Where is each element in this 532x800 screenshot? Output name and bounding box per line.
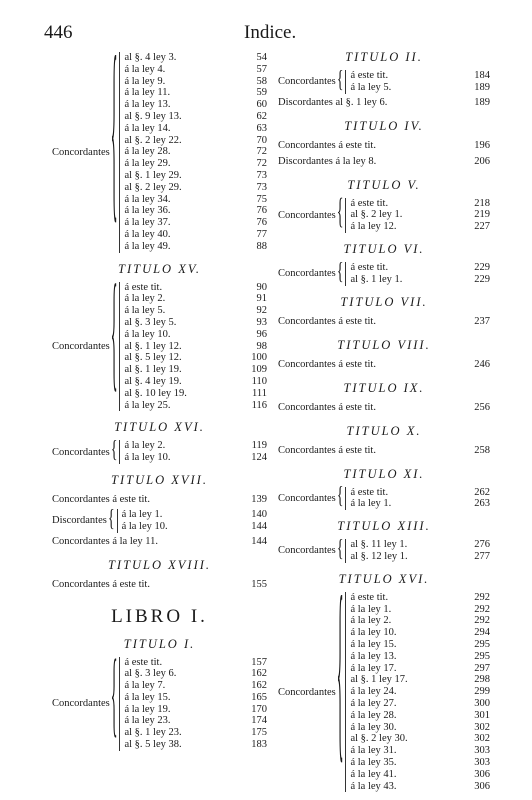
entry-reference: á este tit. — [124, 281, 163, 293]
group-entry — [350, 651, 490, 663]
group-entries — [119, 282, 267, 412]
group-entry — [124, 704, 267, 716]
group-entry — [350, 663, 490, 675]
group-entries — [345, 487, 490, 511]
group-entry — [122, 521, 267, 533]
group-entries — [119, 52, 267, 253]
group-entry — [124, 135, 267, 147]
group-entry — [124, 364, 267, 376]
entry-reference: al §. 5 ley 12. — [124, 352, 182, 364]
group-entry — [124, 241, 267, 253]
page-reference: 237 — [474, 316, 490, 328]
group-entry — [350, 198, 490, 210]
page-reference: 262 — [474, 486, 490, 498]
entry-reference: á la ley 11. — [124, 87, 171, 99]
group-entry — [124, 317, 267, 329]
group-entry — [350, 639, 490, 651]
section-title: TITULO VII. — [340, 294, 428, 309]
entry-reference: al §. 2 ley 30. — [350, 733, 408, 745]
index-line — [278, 155, 490, 169]
page-reference: 246 — [474, 359, 490, 371]
page-reference: 73 — [256, 181, 267, 193]
page-reference: 54 — [256, 52, 267, 63]
brace-icon: { — [336, 68, 344, 94]
index-group — [278, 484, 490, 511]
group-entry — [350, 757, 490, 769]
group-entry — [350, 733, 490, 745]
group-entry — [124, 376, 267, 388]
index-column-left — [52, 36, 267, 753]
brace-icon: { — [107, 507, 115, 533]
page-reference: 111 — [252, 387, 267, 399]
page-reference: 76 — [256, 205, 267, 217]
page-reference: 96 — [256, 328, 267, 340]
entry-reference: á la ley 10. — [124, 452, 171, 464]
entry-reference: al §. 3 ley 6. — [124, 668, 177, 680]
group-entry — [124, 205, 267, 217]
group-entry — [350, 82, 490, 94]
group-entry — [124, 146, 267, 158]
index-group — [278, 539, 490, 563]
entry-reference: al §. 1 ley 19. — [124, 364, 182, 376]
group-label: Concordantes — [278, 545, 336, 557]
entry-reference: á la ley 2. — [124, 293, 166, 305]
section-title: TITULO VI. — [343, 241, 425, 256]
entry-reference: á la ley 13. — [124, 99, 171, 111]
section-title: TITULO II. — [345, 50, 423, 64]
section-title: TITULO X. — [346, 423, 422, 438]
page-reference: 100 — [251, 352, 267, 364]
group-label: Concordantes — [278, 268, 336, 280]
group-entry — [350, 722, 490, 734]
group-entries — [119, 657, 267, 751]
group-entries — [345, 592, 490, 793]
group-entry — [124, 64, 267, 76]
entry-reference: á la ley 28. — [350, 709, 397, 721]
page-reference: 229 — [474, 273, 490, 285]
group-entry — [350, 627, 490, 639]
index-column-right — [278, 50, 490, 794]
index-group — [52, 271, 267, 412]
index-group — [52, 509, 267, 533]
entry-reference: á la ley 4. — [124, 63, 166, 75]
page-reference: 218 — [474, 197, 490, 209]
page-reference: 57 — [256, 63, 267, 75]
brace-icon: { — [110, 649, 118, 752]
index-line — [278, 401, 490, 415]
index-line-text: Concordantes á este tit. — [278, 359, 376, 371]
page-reference: 165 — [251, 691, 267, 703]
page-reference: 124 — [251, 452, 267, 464]
index-line-text: Discordantes al §. 1 ley 6. — [278, 97, 388, 109]
group-entry — [350, 769, 490, 781]
entry-reference: á la ley 19. — [124, 703, 171, 715]
section-title: TITULO XV. — [118, 261, 201, 276]
section-title: TITULO IX. — [343, 380, 425, 395]
index-line-text: Concordantes á este tit. — [278, 140, 376, 152]
page-reference: 70 — [256, 134, 267, 146]
group-entry — [350, 262, 490, 274]
page-reference: 303 — [474, 745, 490, 757]
page-reference: 219 — [474, 209, 490, 221]
page-reference: 306 — [474, 768, 490, 780]
entry-reference: á este tit. — [350, 197, 389, 209]
entry-reference: al §. 12 ley 1. — [350, 550, 408, 562]
page-reference: 119 — [251, 440, 267, 452]
index-line-text: Concordantes á la ley 11. — [52, 536, 159, 547]
index-group — [278, 262, 490, 286]
index-line-text: Concordantes á este tit. — [52, 494, 150, 506]
group-entry — [124, 388, 267, 400]
page-reference: 144 — [251, 536, 267, 547]
page-reference: 91 — [256, 293, 267, 305]
section-title: TITULO XVI. — [114, 420, 205, 435]
page-reference: 59 — [256, 87, 267, 99]
group-label: Concordantes — [52, 698, 110, 710]
group-entry — [350, 592, 490, 604]
entry-reference: al §. 1 ley 12. — [124, 340, 182, 352]
entry-reference: á la ley 2. — [124, 440, 166, 452]
group-entry — [350, 70, 490, 82]
group-entry — [124, 229, 267, 241]
page-reference: 295 — [474, 650, 490, 662]
page-reference: 140 — [251, 508, 267, 520]
group-entry — [124, 111, 267, 123]
group-entries — [345, 70, 490, 94]
brace-icon: { — [110, 36, 118, 254]
page-reference: 301 — [474, 709, 490, 721]
group-entry — [350, 781, 490, 793]
group-entry — [350, 745, 490, 757]
group-entry — [124, 692, 267, 704]
group-entry — [350, 698, 490, 710]
group-entry — [350, 274, 490, 286]
page-reference: 302 — [474, 721, 490, 733]
entry-reference: á la ley 1. — [350, 603, 392, 615]
group-entry — [124, 123, 267, 135]
page-reference: 98 — [256, 340, 267, 352]
section-title: TITULO XVII. — [111, 472, 208, 487]
book-heading: LIBRO I. — [111, 605, 208, 627]
group-entry — [350, 674, 490, 686]
entry-reference: á la ley 29. — [124, 158, 171, 170]
index-group — [278, 194, 490, 234]
index-line-text: Concordantes á este tit. — [278, 402, 376, 414]
group-entry — [124, 76, 267, 88]
page-reference: 63 — [256, 122, 267, 134]
group-entries — [345, 198, 490, 233]
group-entry — [124, 329, 267, 341]
entry-reference: al §. 9 ley 13. — [124, 110, 182, 122]
entry-reference: al §. 2 ley 22. — [124, 134, 182, 146]
group-label: Concordantes — [52, 340, 110, 352]
group-entry — [124, 452, 267, 464]
group-label: Concordantes — [278, 686, 336, 698]
entry-reference: al §. 10 ley 19. — [124, 387, 187, 399]
page-reference: 184 — [474, 70, 490, 81]
brace-icon: { — [336, 537, 344, 563]
group-entry — [124, 217, 267, 229]
page-reference: 277 — [474, 550, 490, 562]
group-entry — [124, 170, 267, 182]
group-entry — [124, 305, 267, 317]
entry-reference: al §. 11 ley 1. — [350, 539, 408, 551]
group-label: Concordantes — [278, 209, 336, 221]
entry-reference: al §. 4 ley 3. — [124, 52, 177, 63]
page-reference: 189 — [474, 81, 490, 93]
group-entry — [124, 158, 267, 170]
page-reference: 229 — [474, 261, 490, 273]
entry-reference: á la ley 40. — [124, 228, 171, 240]
entry-reference: á la ley 5. — [124, 305, 166, 317]
group-entry — [124, 99, 267, 111]
entry-reference: á la ley 15. — [350, 638, 397, 650]
entry-reference: á la ley 36. — [124, 205, 171, 217]
group-entry — [124, 182, 267, 194]
group-label: Discordantes — [52, 515, 107, 527]
group-entry — [350, 686, 490, 698]
group-entry — [350, 539, 490, 551]
entry-reference: á la ley 31. — [350, 745, 397, 757]
index-line-text: Discordantes á la ley 8. — [278, 156, 377, 168]
group-entry — [124, 293, 267, 305]
index-group — [278, 70, 490, 94]
group-label: Concordantes — [278, 76, 336, 88]
page-reference: 302 — [474, 733, 490, 745]
page-reference: 72 — [256, 158, 267, 170]
page-reference: 295 — [474, 638, 490, 650]
page-reference: 299 — [474, 686, 490, 698]
entry-reference: á la ley 1. — [121, 508, 163, 520]
entry-reference: á la ley 1. — [350, 498, 392, 510]
page-reference: 206 — [474, 156, 490, 168]
page-reference: 306 — [474, 780, 490, 792]
brace-icon: { — [336, 576, 344, 794]
entry-reference: á la ley 2. — [350, 615, 392, 627]
entry-reference: al §. 2 ley 29. — [124, 181, 182, 193]
section-title: TITULO XVIII. — [107, 557, 212, 572]
index-line — [52, 535, 267, 549]
entry-reference: al §. 1 ley 1. — [350, 273, 403, 285]
page-reference: 189 — [474, 97, 490, 109]
entry-reference: á la ley 13. — [350, 650, 397, 662]
entry-reference: á la ley 30. — [350, 721, 397, 733]
running-title: Indice. — [244, 22, 297, 43]
group-entry — [124, 440, 267, 452]
page-reference: 93 — [256, 316, 267, 328]
brace-icon: { — [110, 438, 118, 465]
group-entries — [119, 440, 267, 464]
page-reference: 227 — [474, 221, 490, 233]
section-title: TITULO IV. — [344, 118, 424, 133]
page-reference: 292 — [474, 591, 490, 603]
page-reference: 75 — [256, 193, 267, 205]
page-reference: 62 — [256, 110, 267, 122]
entry-reference: á la ley 49. — [124, 240, 171, 252]
page-reference: 294 — [474, 627, 490, 639]
page-reference: 155 — [251, 579, 267, 590]
group-label: Concordantes — [278, 492, 336, 504]
page-reference: 196 — [474, 140, 490, 152]
group-entry — [124, 715, 267, 727]
page-reference: 303 — [474, 756, 490, 768]
entry-reference: al §. 5 ley 38. — [124, 739, 182, 751]
group-entry — [122, 509, 267, 521]
entry-reference: á la ley 23. — [124, 715, 171, 727]
entry-reference: á la ley 37. — [124, 217, 171, 229]
entry-reference: á la ley 10. — [121, 520, 168, 532]
group-entry — [124, 657, 267, 669]
entry-reference: al §. 3 ley 5. — [124, 316, 177, 328]
group-entry — [124, 668, 267, 680]
group-entry — [124, 680, 267, 692]
group-entry — [350, 487, 490, 499]
entry-reference: á la ley 28. — [124, 146, 171, 158]
section-title: TITULO VIII. — [337, 337, 431, 352]
page-reference: 144 — [251, 520, 267, 532]
page-reference: 77 — [256, 228, 267, 240]
index-line-text: Concordantes á este tit. — [52, 579, 150, 590]
entry-reference: á la ley 10. — [124, 328, 171, 340]
page-reference: 162 — [251, 668, 267, 680]
page-reference: 292 — [474, 603, 490, 615]
entry-reference: á la ley 15. — [124, 691, 171, 703]
entry-reference: á este tit. — [350, 261, 389, 273]
group-entry — [124, 739, 267, 751]
index-line-text: Concordantes á este tit. — [278, 316, 376, 328]
entry-reference: á este tit. — [350, 591, 389, 603]
section-title: TITULO XVI. — [338, 571, 430, 586]
entry-reference: á la ley 7. — [124, 680, 166, 692]
brace-icon: { — [110, 271, 118, 412]
entry-reference: á este tit. — [350, 70, 389, 81]
entry-reference: á este tit. — [124, 656, 163, 668]
index-line — [278, 139, 490, 153]
group-entry — [350, 498, 490, 510]
section-title: TITULO V. — [347, 177, 421, 192]
index-group — [52, 649, 267, 752]
index-line — [278, 315, 490, 329]
index-line — [52, 578, 267, 592]
page-reference: 175 — [251, 727, 267, 739]
page-reference: 73 — [256, 169, 267, 181]
page-reference: 76 — [256, 217, 267, 229]
page-reference: 92 — [256, 305, 267, 317]
entry-reference: á la ley 27. — [350, 697, 397, 709]
entry-reference: á la ley 12. — [350, 221, 397, 233]
group-entry — [124, 341, 267, 353]
entry-reference: á la ley 41. — [350, 768, 397, 780]
index-group — [52, 440, 267, 464]
group-entries — [117, 509, 267, 533]
group-entry — [124, 400, 267, 412]
brace-icon: { — [336, 260, 344, 286]
index-line-text: Concordantes á este tit. — [278, 445, 376, 457]
page-reference: 116 — [251, 399, 267, 411]
page-reference: 139 — [251, 494, 267, 506]
page-reference: 258 — [474, 445, 490, 457]
page-reference: 90 — [256, 281, 267, 293]
page-reference: 60 — [256, 99, 267, 111]
entry-reference: al §. 2 ley 1. — [350, 209, 403, 221]
entry-reference: á la ley 24. — [350, 686, 397, 698]
page-reference: 162 — [251, 680, 267, 692]
group-entry — [124, 727, 267, 739]
group-entry — [350, 710, 490, 722]
group-entry — [124, 194, 267, 206]
group-entries — [345, 262, 490, 286]
page-reference: 300 — [474, 697, 490, 709]
page-reference: 88 — [256, 240, 267, 252]
section-title: TITULO XI. — [343, 466, 425, 481]
entry-reference: á la ley 43. — [350, 780, 397, 792]
entry-reference: á la ley 35. — [350, 756, 397, 768]
index-line — [52, 493, 267, 507]
entry-reference: á la ley 17. — [350, 662, 397, 674]
group-entry — [124, 282, 267, 294]
page-reference: 157 — [251, 656, 267, 668]
group-entry — [350, 551, 490, 563]
page-reference: 72 — [256, 146, 267, 158]
entry-reference: al §. 4 ley 19. — [124, 375, 182, 387]
entry-reference: á la ley 10. — [350, 627, 397, 639]
entry-reference: á la ley 34. — [124, 193, 171, 205]
page-reference: 297 — [474, 662, 490, 674]
brace-icon: { — [336, 194, 344, 234]
index-line — [278, 96, 490, 110]
entry-reference: á la ley 14. — [124, 122, 171, 134]
group-label: Concordantes — [52, 446, 110, 458]
entry-reference: á la ley 9. — [124, 75, 166, 87]
group-entries — [345, 539, 490, 563]
group-label: Concordantes — [52, 146, 110, 158]
page-reference: 276 — [474, 539, 490, 551]
index-line — [278, 358, 490, 372]
page-reference: 109 — [251, 364, 267, 376]
group-entry — [350, 209, 490, 221]
entry-reference: al §. 1 ley 29. — [124, 169, 182, 181]
entry-reference: á este tit. — [350, 486, 389, 498]
brace-icon: { — [336, 484, 344, 511]
group-entry — [124, 52, 267, 64]
group-entry — [350, 604, 490, 616]
page-reference: 183 — [251, 739, 267, 751]
group-entry — [124, 352, 267, 364]
index-line — [278, 444, 490, 458]
page-reference: 58 — [256, 75, 267, 87]
page-reference: 256 — [474, 402, 490, 414]
page-reference: 298 — [474, 674, 490, 686]
group-entry — [350, 221, 490, 233]
page-number: 446 — [44, 22, 73, 43]
group-entry — [124, 87, 267, 99]
group-entry — [350, 615, 490, 627]
page-reference: 263 — [474, 498, 490, 510]
entry-reference: á la ley 25. — [124, 399, 171, 411]
page-reference: 170 — [251, 703, 267, 715]
index-group — [52, 36, 267, 254]
section-title: TITULO I. — [123, 636, 196, 651]
page-reference: 174 — [251, 715, 267, 727]
section-title: TITULO XIII. — [337, 519, 431, 534]
entry-reference: á la ley 5. — [350, 81, 392, 93]
entry-reference: al §. 1 ley 23. — [124, 727, 182, 739]
entry-reference: al §. 1 ley 17. — [350, 674, 408, 686]
page-reference: 292 — [474, 615, 490, 627]
page-reference: 110 — [251, 375, 267, 387]
